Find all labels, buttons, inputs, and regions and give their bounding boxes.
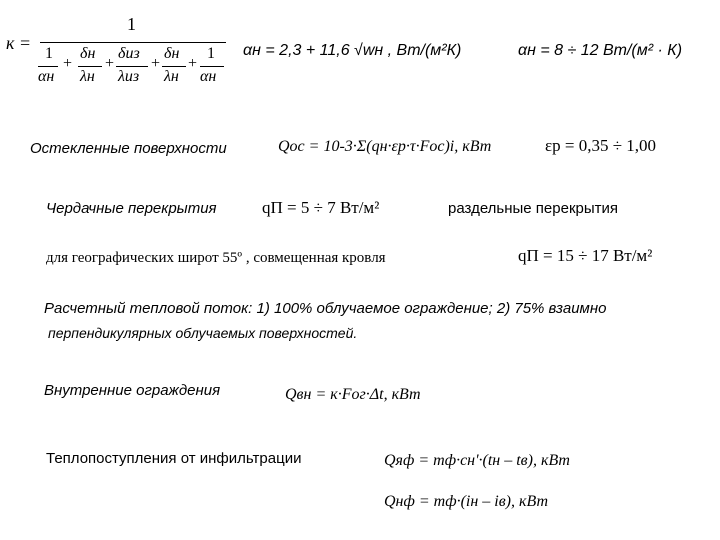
infiltration-formula-1: Qяф = mф·cн'·(tн – tв), кВт: [384, 452, 570, 469]
attic-formula: qП = 5 ÷ 7 Вт/м²: [262, 198, 380, 217]
heat-flow-line-2: перпендикулярных облучаемых поверхностей.: [48, 325, 358, 341]
internal-label: Внутренние ограждения: [44, 382, 221, 399]
attic-label: Чердачные перекрытия: [46, 200, 217, 217]
k-d3-num: δиз: [118, 45, 140, 62]
attic-separate: раздельные перекрытия: [448, 200, 619, 217]
internal-formula: Qвн = к·Fог·Δt, кВт: [285, 386, 421, 403]
k-plus-2: +: [105, 55, 115, 72]
k-d4-num: δн: [164, 45, 180, 62]
glazed-formula: Qос = 10-3·Σ(qн·εр·τ·Fос)i, кВт: [278, 138, 492, 155]
latitude-formula: qП = 15 ÷ 17 Вт/м²: [518, 246, 653, 265]
latitude-text: для географических широт 55º , совмещенная кровля: [46, 250, 386, 266]
k-d5-line: [200, 66, 224, 67]
k-plus-1: +: [63, 55, 73, 72]
alpha-formula-1: αн = 2,3 + 11,6 √wн , Вт/(м²К): [243, 42, 462, 59]
k-d3-den: λиз: [118, 68, 140, 85]
glazed-eps: εр = 0,35 ÷ 1,00: [545, 136, 657, 155]
k-d5-den: αн: [200, 68, 217, 85]
k-d1-den: αн: [38, 68, 55, 85]
infiltration-formula-2: Qнф = mф·(iн – iв), кВт: [384, 493, 548, 510]
heat-flow-line-1: Расчетный тепловой поток: 1) 100% облучаемое ограждение; 2) 75% взаимно: [44, 300, 607, 317]
k-d2-den: λн: [80, 68, 95, 85]
glazed-label: Остекленные поверхности: [30, 140, 227, 157]
k-d1-num: 1: [45, 45, 53, 62]
k-plus-4: +: [188, 55, 198, 72]
k-d3-line: [116, 66, 148, 67]
k-d4-den: λн: [164, 68, 179, 85]
infiltration-label: Теплопоступления от инфильтрации: [46, 450, 302, 467]
alpha-formula-2: αн = 8 ÷ 12 Вт/(м² · К): [518, 42, 683, 59]
k-d1-line: [38, 66, 58, 67]
k-d2-line: [78, 66, 102, 67]
k-d5-num: 1: [207, 45, 215, 62]
k-d4-line: [162, 66, 186, 67]
k-plus-3: +: [151, 55, 161, 72]
k-numerator: 1: [127, 14, 136, 34]
k-d2-num: δн: [80, 45, 96, 62]
k-main-fraction-line: [40, 42, 226, 43]
k-lhs: к =: [6, 33, 32, 53]
